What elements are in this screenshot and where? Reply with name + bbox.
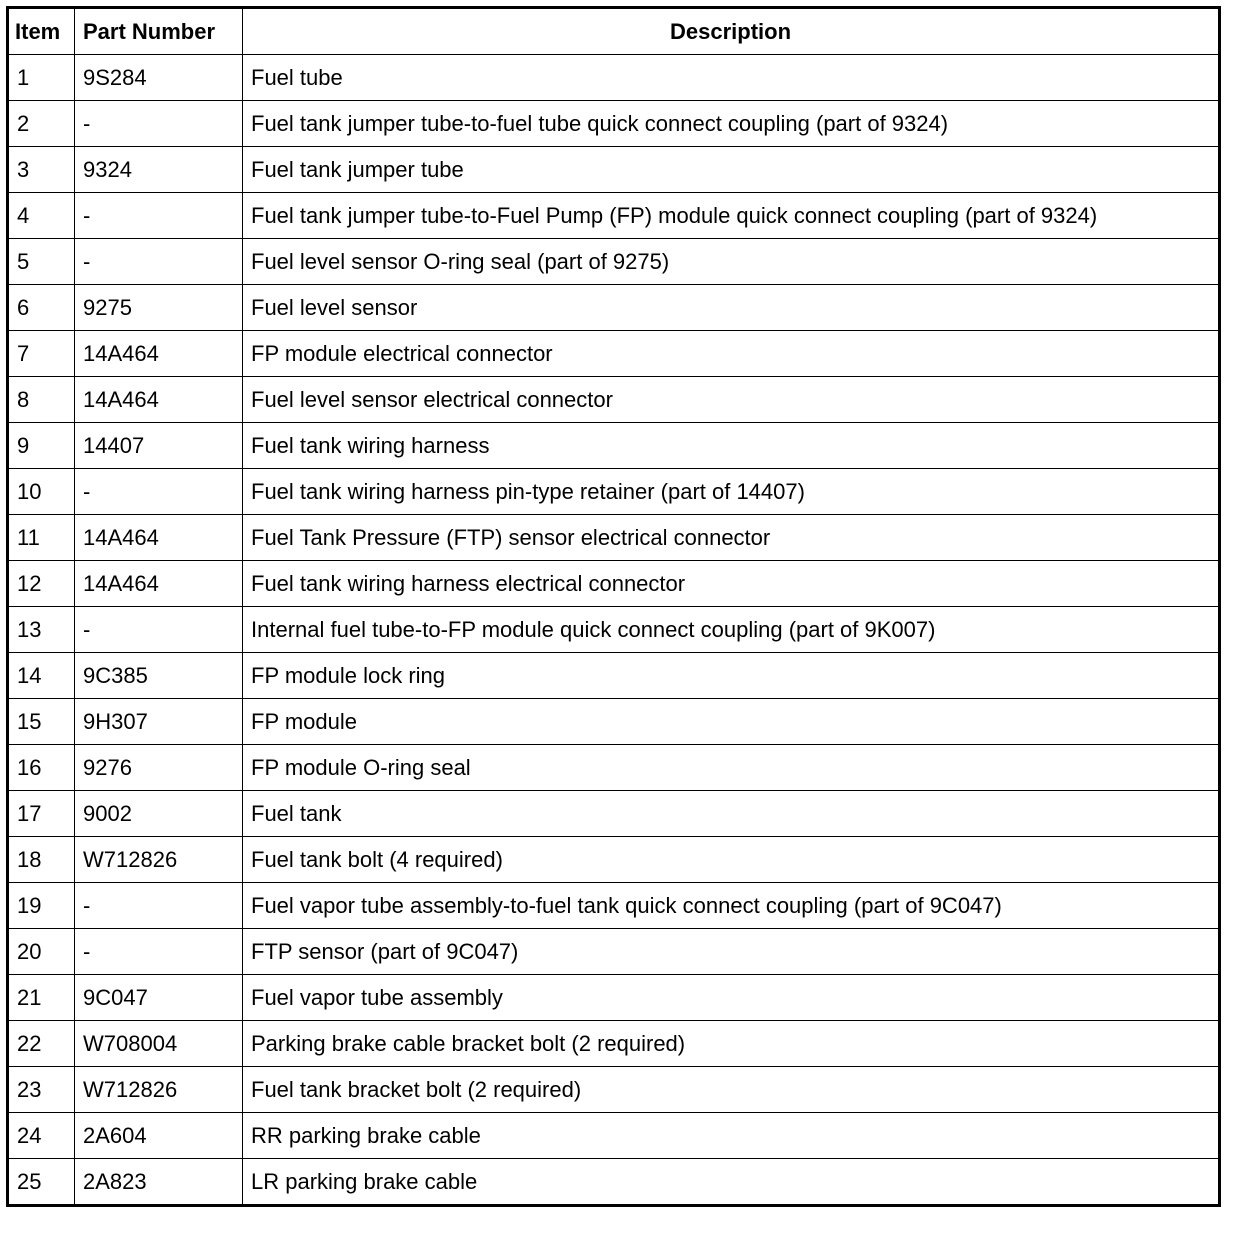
- table-row: [8, 55, 1220, 101]
- cell-item: 11: [8, 515, 75, 561]
- cell-part-number: -: [75, 929, 243, 975]
- cell-item: 25: [8, 1159, 75, 1206]
- cell-description: FP module electrical connector: [243, 331, 1220, 377]
- table-row: [8, 331, 1220, 377]
- cell-item: 15: [8, 699, 75, 745]
- cell-description: Fuel tank wiring harness: [243, 423, 1220, 469]
- cell-item: 21: [8, 975, 75, 1021]
- table-row: [8, 975, 1220, 1021]
- cell-item: 6: [8, 285, 75, 331]
- cell-part-number: W712826: [75, 837, 243, 883]
- cell-part-number: -: [75, 883, 243, 929]
- cell-description: Parking brake cable bracket bolt (2 required): [243, 1021, 1220, 1067]
- table-row: [8, 147, 1220, 193]
- cell-description: FP module: [243, 699, 1220, 745]
- cell-description: Fuel tank bracket bolt (2 required): [243, 1067, 1220, 1113]
- cell-part-number: 9276: [75, 745, 243, 791]
- cell-part-number: 14A464: [75, 377, 243, 423]
- header-description: Description: [243, 8, 1220, 55]
- cell-description: FTP sensor (part of 9C047): [243, 929, 1220, 975]
- cell-description: RR parking brake cable: [243, 1113, 1220, 1159]
- cell-item: 4: [8, 193, 75, 239]
- cell-item: 17: [8, 791, 75, 837]
- cell-description: Internal fuel tube-to-FP module quick connect coupling (part of 9K007): [243, 607, 1220, 653]
- table-row: [8, 653, 1220, 699]
- table-row: [8, 561, 1220, 607]
- table-row: [8, 469, 1220, 515]
- cell-item: 23: [8, 1067, 75, 1113]
- table-row: [8, 837, 1220, 883]
- table-body: [8, 55, 1220, 1206]
- cell-description: Fuel vapor tube assembly-to-fuel tank quick connect coupling (part of 9C047): [243, 883, 1220, 929]
- cell-item: 12: [8, 561, 75, 607]
- cell-description: Fuel tank jumper tube-to-Fuel Pump (FP) module quick connect coupling (part of 9324): [243, 193, 1220, 239]
- cell-item: 10: [8, 469, 75, 515]
- cell-part-number: 2A604: [75, 1113, 243, 1159]
- cell-part-number: -: [75, 607, 243, 653]
- table-row: [8, 791, 1220, 837]
- cell-description: FP module O-ring seal: [243, 745, 1220, 791]
- cell-part-number: W708004: [75, 1021, 243, 1067]
- table-row: [8, 515, 1220, 561]
- cell-item: 7: [8, 331, 75, 377]
- cell-item: 9: [8, 423, 75, 469]
- table-row: [8, 1021, 1220, 1067]
- table-row: [8, 239, 1220, 285]
- cell-description: Fuel tank jumper tube-to-fuel tube quick connect coupling (part of 9324): [243, 101, 1220, 147]
- cell-part-number: -: [75, 469, 243, 515]
- cell-description: Fuel tank: [243, 791, 1220, 837]
- cell-part-number: 9002: [75, 791, 243, 837]
- table-row: [8, 285, 1220, 331]
- cell-description: LR parking brake cable: [243, 1159, 1220, 1206]
- cell-description: Fuel level sensor electrical connector: [243, 377, 1220, 423]
- cell-item: 1: [8, 55, 75, 101]
- cell-part-number: -: [75, 193, 243, 239]
- cell-part-number: 14A464: [75, 331, 243, 377]
- cell-item: 14: [8, 653, 75, 699]
- cell-part-number: 9275: [75, 285, 243, 331]
- cell-description: Fuel level sensor: [243, 285, 1220, 331]
- cell-description: FP module lock ring: [243, 653, 1220, 699]
- cell-part-number: 14A464: [75, 561, 243, 607]
- cell-part-number: 14407: [75, 423, 243, 469]
- table-header-row: [8, 8, 1220, 55]
- cell-item: 8: [8, 377, 75, 423]
- cell-description: Fuel Tank Pressure (FTP) sensor electrical connector: [243, 515, 1220, 561]
- cell-part-number: 9C047: [75, 975, 243, 1021]
- cell-item: 13: [8, 607, 75, 653]
- cell-item: 20: [8, 929, 75, 975]
- table-row: [8, 745, 1220, 791]
- header-part-number: Part Number: [75, 8, 243, 55]
- cell-part-number: -: [75, 101, 243, 147]
- cell-item: 3: [8, 147, 75, 193]
- cell-item: 22: [8, 1021, 75, 1067]
- cell-description: Fuel level sensor O-ring seal (part of 9275): [243, 239, 1220, 285]
- table-row: [8, 193, 1220, 239]
- cell-item: 16: [8, 745, 75, 791]
- cell-part-number: 9324: [75, 147, 243, 193]
- table-row: [8, 929, 1220, 975]
- cell-description: Fuel tank wiring harness electrical connector: [243, 561, 1220, 607]
- cell-item: 2: [8, 101, 75, 147]
- cell-part-number: 14A464: [75, 515, 243, 561]
- cell-description: Fuel tube: [243, 55, 1220, 101]
- cell-part-number: 9S284: [75, 55, 243, 101]
- cell-part-number: -: [75, 239, 243, 285]
- table-row: [8, 1067, 1220, 1113]
- cell-description: Fuel vapor tube assembly: [243, 975, 1220, 1021]
- table-row: [8, 377, 1220, 423]
- table-row: [8, 423, 1220, 469]
- cell-item: 19: [8, 883, 75, 929]
- table-row: [8, 1113, 1220, 1159]
- cell-description: Fuel tank wiring harness pin-type retainer (part of 14407): [243, 469, 1220, 515]
- table-row: [8, 883, 1220, 929]
- table-row: [8, 607, 1220, 653]
- cell-item: 18: [8, 837, 75, 883]
- table-row: [8, 699, 1220, 745]
- table-row: [8, 101, 1220, 147]
- cell-part-number: 9H307: [75, 699, 243, 745]
- parts-table: [6, 6, 1221, 1207]
- cell-description: Fuel tank jumper tube: [243, 147, 1220, 193]
- cell-part-number: 2A823: [75, 1159, 243, 1206]
- cell-item: 5: [8, 239, 75, 285]
- cell-item: 24: [8, 1113, 75, 1159]
- cell-description: Fuel tank bolt (4 required): [243, 837, 1220, 883]
- cell-part-number: 9C385: [75, 653, 243, 699]
- header-item: Item: [8, 8, 75, 55]
- table-row: [8, 1159, 1220, 1206]
- cell-part-number: W712826: [75, 1067, 243, 1113]
